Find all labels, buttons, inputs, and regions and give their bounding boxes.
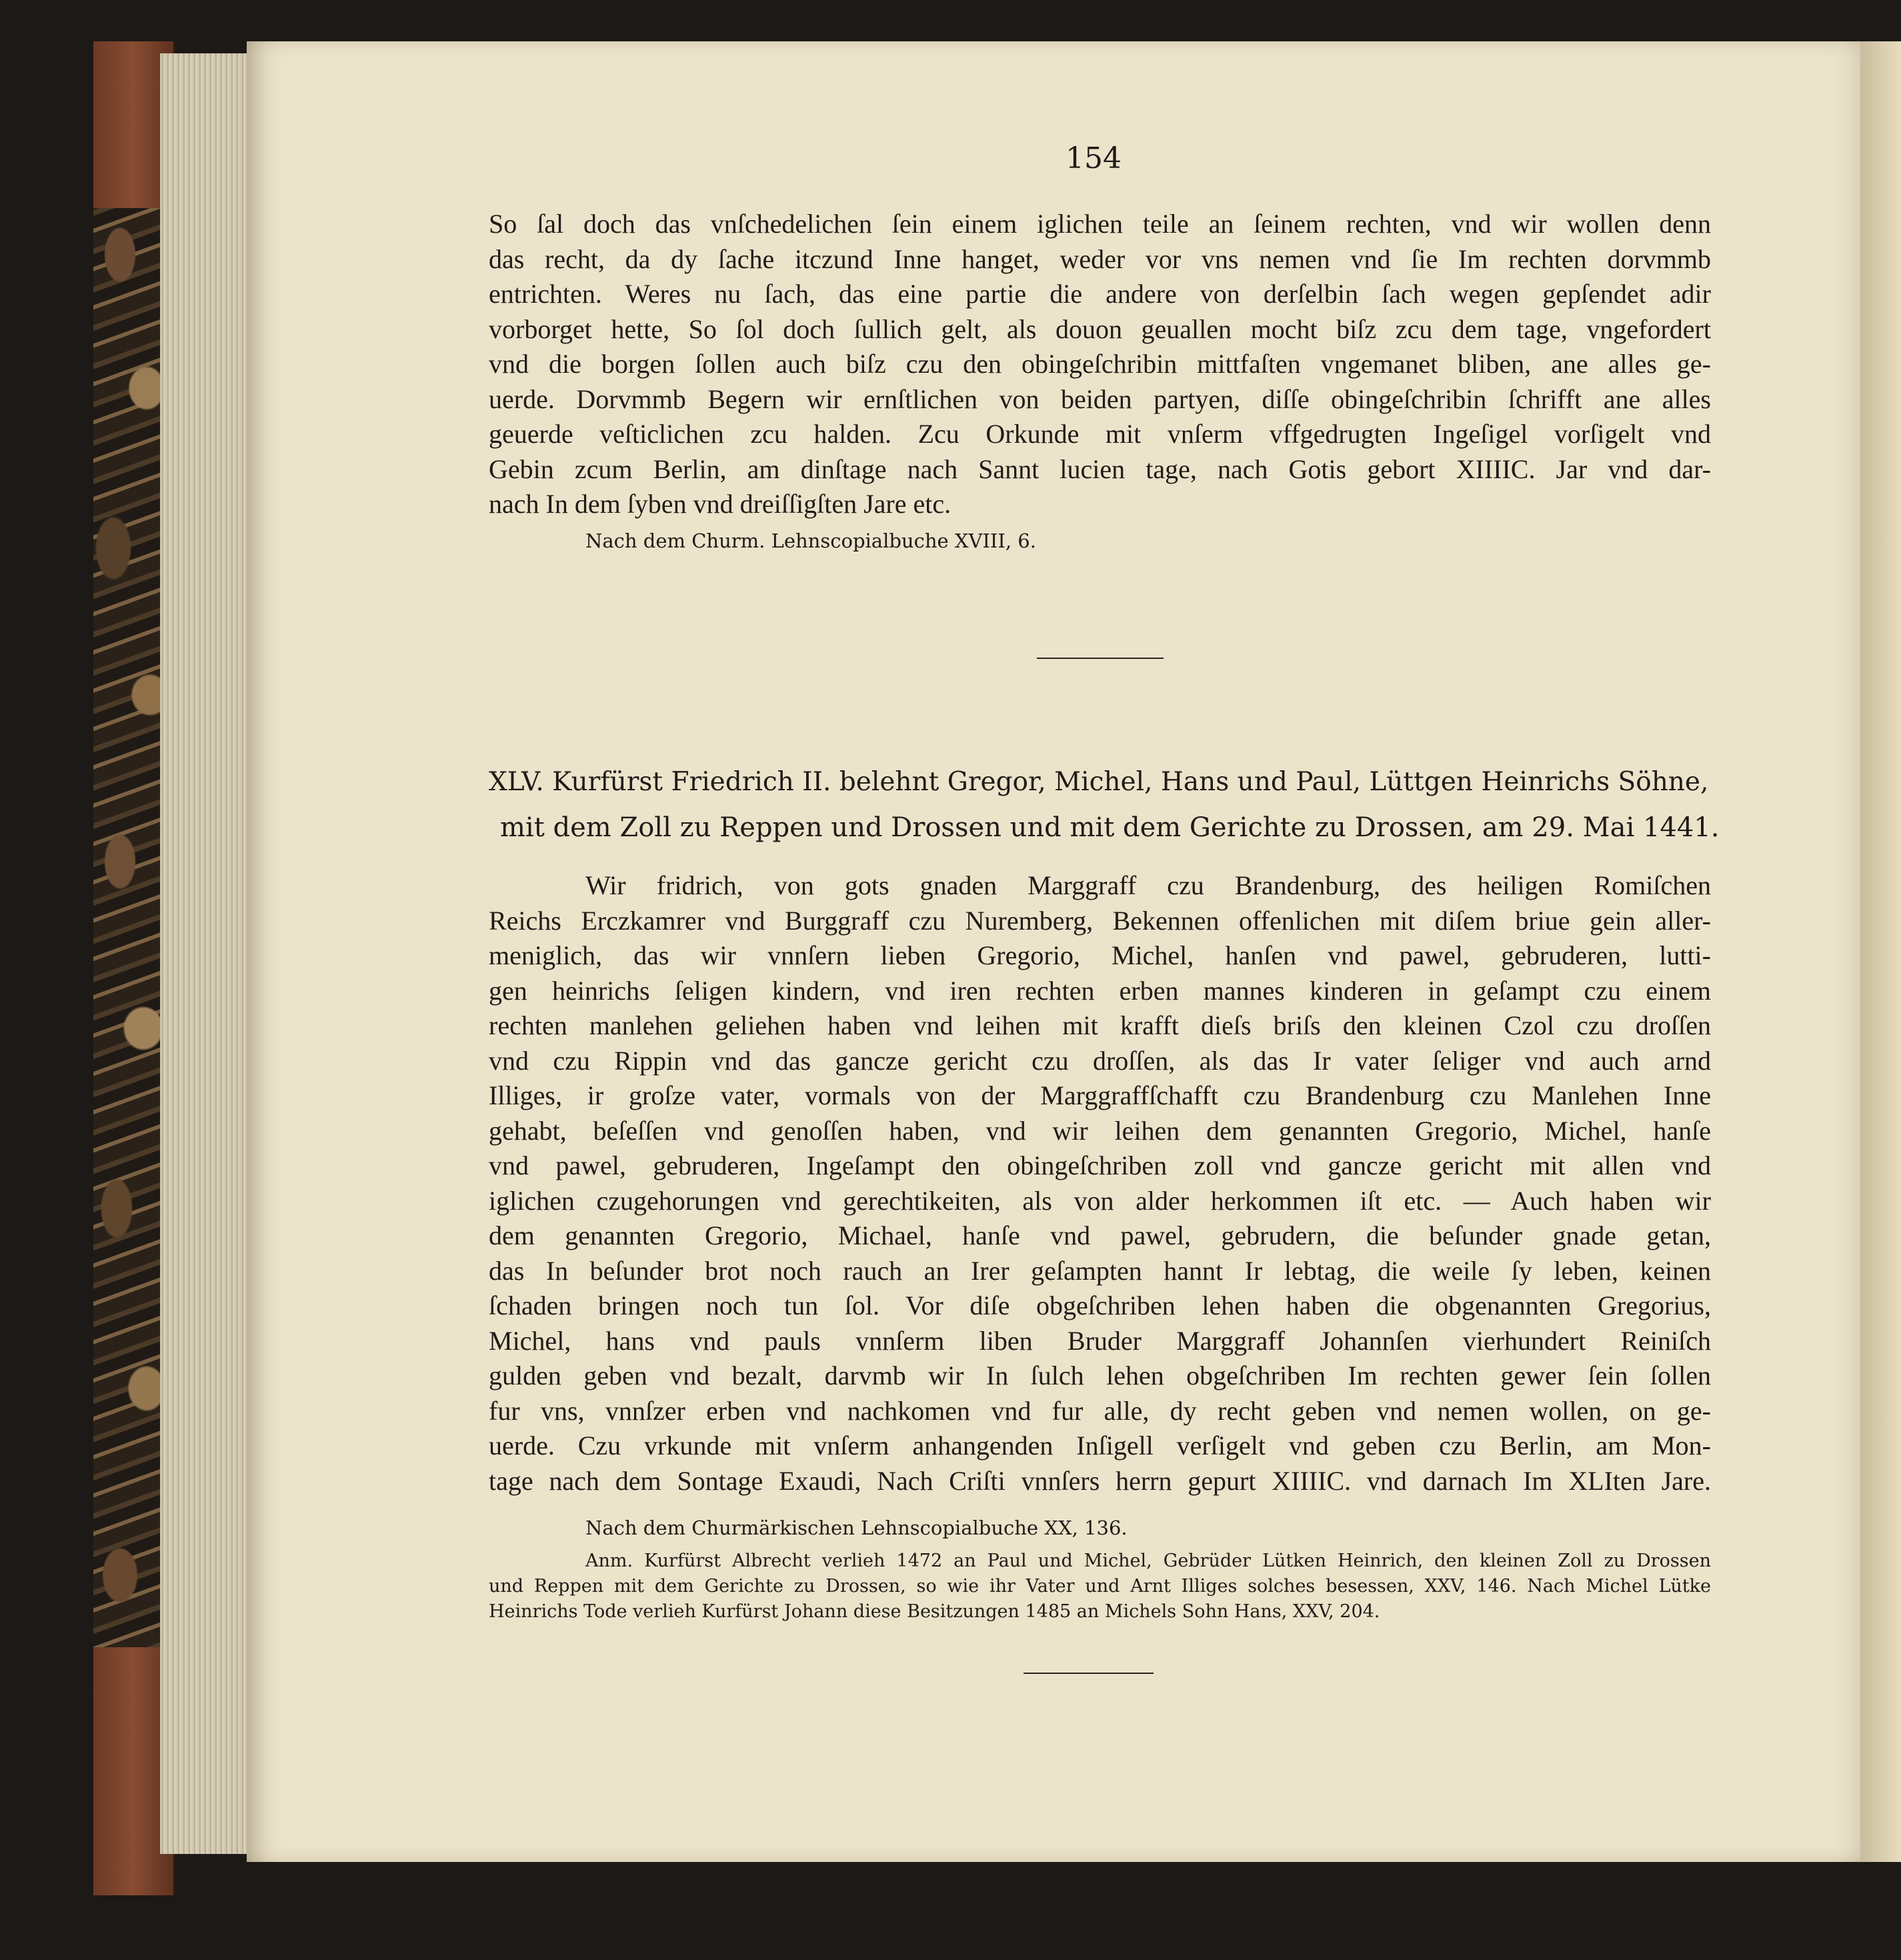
document-source: Nach dem Churmärkischen Lehnscopialbuche XX, 136. — [585, 1517, 1128, 1539]
document-body — [489, 868, 1711, 1499]
text-line: Illiges, ir groſze vater, vormals von der Marggraffſchafft czu Brandenburg czu Manlehen Inne — [489, 1080, 1711, 1110]
separator-rule — [1037, 658, 1164, 659]
text-line: das In beſunder brot noch rauch an Irer geſampten hannt Ir lebtag, die weile ſy leben, keinen — [489, 1255, 1711, 1286]
text-line: uerde. Czu vrkunde mit vnſerm anhangenden Inſigell verſigelt vnd geben czu Berlin, am Mon- — [489, 1430, 1711, 1460]
text-line: vnd czu Rippin vnd das gancze gericht czu droſſen, als das Ir vater ſeliger vnd auch arnd — [489, 1045, 1711, 1076]
text-line: uerde. Dorvmmb Begern wir ernſtlichen von beiden partyen, diſſe obingeſchribin ſchrifft ane alles — [489, 383, 1711, 414]
annotation-note — [489, 1549, 1711, 1625]
text-line: ſchaden bringen noch tun ſol. Vor diſe obgeſchriben lehen haben die obgenannten Gregorius, — [489, 1290, 1711, 1320]
text-line: gulden geben vnd bezalt, darvmb wir In ſulch lehen obgeſchriben Im rechten gewer ſein ſollen — [489, 1360, 1711, 1390]
text-line: das recht, da dy ſache itczund Inne hanget, weder vor vns nemen vnd ſie Im rechten dorvmmb — [489, 243, 1711, 274]
text-line: nach In dem ſyben vnd dreiſſigſten Jare etc. — [489, 489, 952, 519]
text-line: vnd pawel, gebruderen, Ingeſampt den obingeſchriben zoll vnd gancze gericht mit allen vnd — [489, 1150, 1711, 1180]
text-line: Michel, hans vnd pauls vnnſerm liben Bruder Marggraff Johannſen vierhundert Reiniſch — [489, 1325, 1711, 1356]
previous-document-text — [489, 207, 1711, 522]
text-line: Gebin zcum Berlin, am dinſtage nach Sannt lucien tage, nach Gotis gebort XIIIIC. Jar vnd dar- — [489, 453, 1711, 484]
text-line: gehabt, beſeſſen vnd genoſſen haben, vnd wir leihen dem genannten Gregorio, Michel, hanſe — [489, 1115, 1711, 1146]
separator-rule — [1024, 1673, 1154, 1674]
text-line: vorborget hette, So ſol doch ſullich gelt, als douon geuallen mocht biſz zcu dem tage, vngefordert — [489, 313, 1711, 344]
text-line: iglichen czugehorungen vnd gerechtikeiten, als von alder herkommen iſt etc. — Auch haben wir — [489, 1185, 1711, 1216]
text-line: So ſal doch das vnſchedelichen ſein einem iglichen teile an ſeinem rechten, vnd wir wollen denn — [489, 209, 1711, 239]
page-number: 154 — [1066, 141, 1122, 175]
text-line: Reichs Erczkamrer vnd Burggraff czu Nuremberg, Bekennen offenlichen mit diſem briue gein aller- — [489, 905, 1711, 936]
note-line: Heinrichs Tode verlieh Kurfürst Johann diese Besitzungen 1485 an Michels Sohn Hans, XXV, 204. — [489, 1601, 1380, 1622]
text-line: geuerde veſticlichen zcu halden. Zcu Orkunde mit vnſerm vffgedrugten Ingeſigel vorſigelt vnd — [489, 419, 1711, 449]
text-line: vnd die borgen ſollen auch biſz czu den obingeſchribin mittfaſten vngemanet bliben, ane alles ge- — [489, 349, 1711, 379]
page-stack-edges — [160, 53, 253, 1854]
document-heading-line2: mit dem Zoll zu Reppen und Drossen und mit dem Gerichte zu Drossen, am 29. Mai 1441. — [500, 812, 1720, 843]
text-line: gen heinrichs ſeligen kindern, vnd iren rechten erben mannes kinderen in geſampt czu einem — [489, 975, 1711, 1006]
text-line: tage nach dem Sontage Exaudi, Nach Criſti vnnſers herrn gepurt XIIIIC. vnd darnach Im XLIten Jare. — [489, 1465, 1711, 1496]
previous-document-source: Nach dem Churm. Lehnscopialbuche XVIII, 6. — [585, 530, 1036, 552]
text-line: fur vns, vnnſzer erben vnd nachkomen vnd fur alle, dy recht geben vnd nemen wollen, on ge- — [489, 1395, 1711, 1426]
text-line: meniglich, das wir vnnſern lieben Gregorio, Michel, hanſen vnd pawel, gebruderen, lutti- — [489, 940, 1711, 970]
next-page-edge — [1860, 41, 1901, 1862]
note-line: Anm. Kurfürst Albrecht verlieh 1472 an Paul und Michel, Gebrüder Lütken Heinrich, den kleinen Zoll zu Drossen — [585, 1551, 1711, 1571]
note-line: und Reppen mit dem Gerichte zu Drossen, so wie ihr Vater und Arnt Illiges solches besessen, XXV, 146. Nach Michel Lütke — [489, 1576, 1711, 1597]
document-heading-line1: XLV. Kurfürst Friedrich II. belehnt Gregor, Michel, Hans und Paul, Lüttgen Heinrichs Söhne, — [489, 767, 1709, 797]
text-line: rechten manlehen geliehen haben vnd leihen mit krafft dieſs briſs den kleinen Czol czu droſſen — [489, 1010, 1711, 1040]
text-line: dem genannten Gregorio, Michael, hanſe vnd pawel, gebrudern, die beſunder gnade getan, — [489, 1220, 1711, 1250]
text-line: Wir fridrich, von gots gnaden Marggraff czu Brandenburg, des heiligen Romiſchen — [585, 870, 1711, 900]
text-line: entrichten. Weres nu ſach, das eine partie die andere von derſelbin ſach wegen gepſendet adir — [489, 279, 1711, 309]
